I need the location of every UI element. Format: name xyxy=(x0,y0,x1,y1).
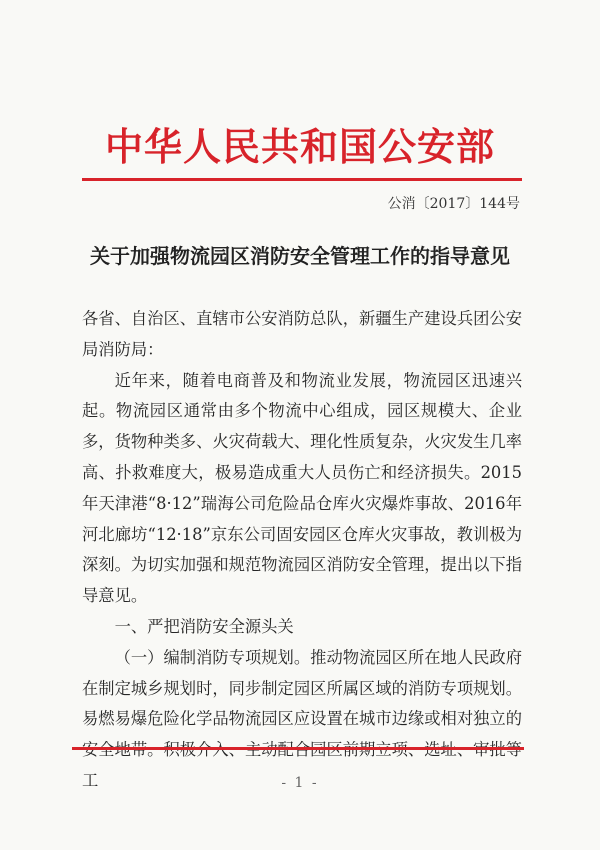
footer-red-rule xyxy=(72,747,524,750)
addressee-line: 各省、自治区、直辖市公安消防总队，新疆生产建设兵团公安局消防局： xyxy=(82,309,522,359)
page-number: - 1 - xyxy=(281,775,319,791)
section-heading: 一、严把消防安全源头关 xyxy=(114,616,294,636)
document-body xyxy=(82,304,522,797)
document-title: 关于加强物流园区消防安全管理工作的指导意见 xyxy=(90,244,510,268)
intro-paragraph: 近年来，随着电商普及和物流业发展，物流园区迅速兴起。物流园区通常由多个物流中心组成，园区规模大、企业多，货物种类多、火灾荷载大、理化性质复杂，火灾发生几率高、扑救难度大，极易造成重大人员伤亡和经济损失。2015年天津港“8·12”瑞海公司危险品仓库火灾爆炸事故、2016年河北廊坊“12·18”京东公司固安园区仓库火灾事故，教训极为深刻。为切实加强和规范物流园区消防安全管理，提出以下指导意见。 xyxy=(82,370,522,606)
header-red-rule xyxy=(82,178,522,181)
planning-paragraph: （一）编制消防专项规划。推动物流园区所在地人民政府在制定城乡规划时，同步制定园区所属区域的消防专项规划。易燃易爆危险化学品物流园区应设置在城市边缘或相对独立的 工 xyxy=(82,647,522,790)
issuer-header: 中华人民共和国公安部 xyxy=(104,124,495,169)
document-number: 公消〔2017〕144号 xyxy=(387,196,520,212)
